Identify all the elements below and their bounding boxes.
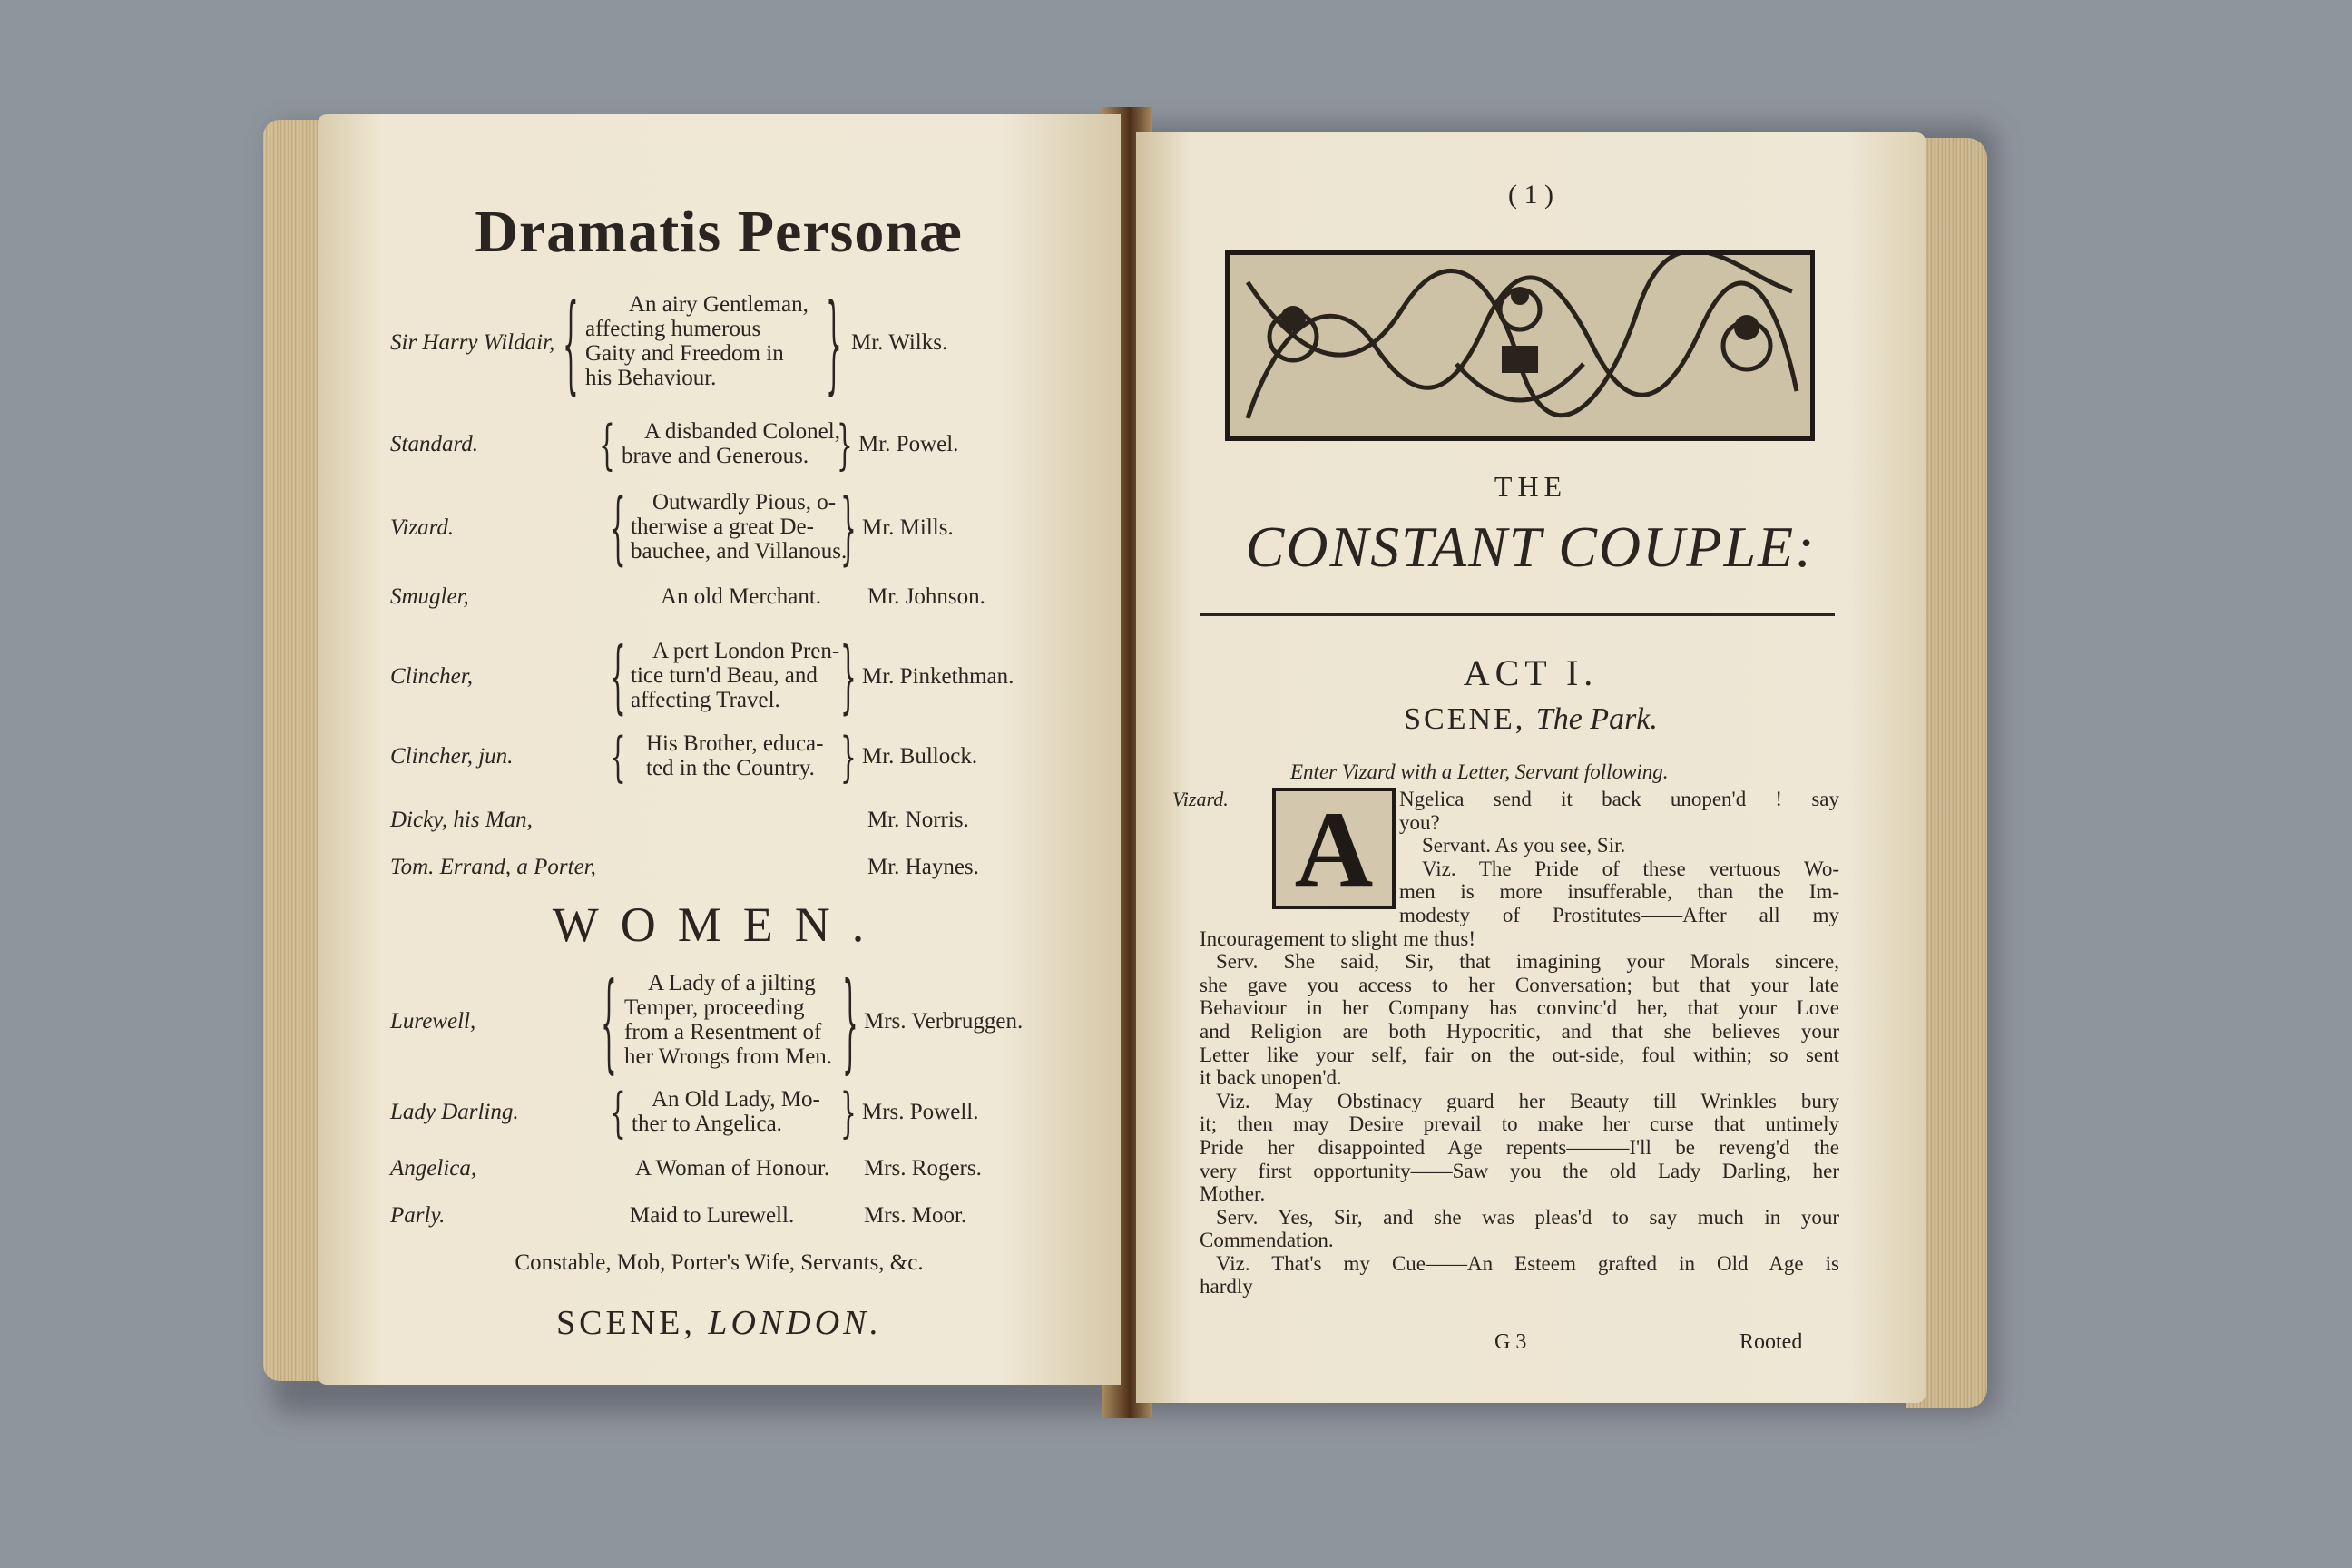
text-line: modesty of Prostitutes——After all my [1399, 903, 1839, 926]
actor-name: Mr. Haynes. [867, 855, 979, 879]
role-name: Parly. [390, 1203, 446, 1228]
left-brace: { [599, 413, 615, 476]
role-name: Sir Harry Wildair, [390, 330, 555, 355]
role-description: A Lady of a jilting Temper, proceeding from a Resentment of her Wrongs from Men. [624, 971, 833, 1069]
scene-setting [318, 1303, 1121, 1343]
role-name: Standard. [390, 432, 478, 456]
scene-label: SCENE, [555, 1304, 696, 1342]
right-brace: } [842, 959, 858, 1085]
text-line: Ngelica send it back unopen'd ! say [1399, 788, 1839, 810]
scene-place: LONDON. [708, 1304, 882, 1342]
actor-name: Mr. Norris. [867, 808, 969, 832]
text-line: you? [1399, 810, 1440, 834]
stage-direction: Enter Vizard with a Letter, Servant following. [1290, 760, 1669, 783]
scene-label: SCENE, [1404, 702, 1526, 736]
text-line: Serv. Yes, Sir, and she was pleas'd to say much in your [1216, 1205, 1839, 1229]
actor-name: Mr. Powel. [858, 432, 959, 456]
role-description: An Old Lady, Mo- ther to Angelica. [632, 1087, 820, 1136]
actor-name: Mr. Wilks. [851, 330, 948, 355]
right-page [1136, 132, 1926, 1403]
actor-name: Mr. Bullock. [862, 744, 978, 769]
text-line: Viz. May Obstinacy guard her Beauty till Wrinkles bury [1216, 1089, 1839, 1112]
left-brace: { [610, 481, 626, 574]
right-brace: } [826, 280, 842, 407]
role-name: Clincher, jun. [390, 744, 514, 769]
actor-name: Mrs. Moor. [864, 1203, 967, 1228]
supernumeraries: Constable, Mob, Porter's Wife, Servants, &c. [514, 1250, 924, 1275]
scene-place: The Park. [1535, 702, 1658, 736]
catchword: Rooted [1740, 1330, 1803, 1354]
actor-name: Mrs. Verbruggen. [864, 1009, 1024, 1034]
text-line: she gave you access to her Conversation; but that your late [1200, 973, 1839, 996]
text-line: Commendation. [1200, 1229, 1334, 1252]
text-line: it back unopen'd. [1200, 1066, 1342, 1090]
right-brace: } [840, 725, 857, 789]
role-name: Angelica, [390, 1156, 477, 1181]
act-heading: ACT I. [1463, 652, 1599, 693]
woodcut-headpiece-ornament [1225, 250, 1815, 441]
actor-name: Mrs. Rogers. [864, 1156, 982, 1181]
text-line: Viz. That's my Cue——An Esteem grafted in Old Age is [1216, 1251, 1839, 1275]
text-line: Pride her disappointed Age repents———I'll be reveng'd the [1200, 1135, 1839, 1159]
role-description: A disbanded Colonel, brave and Generous. [622, 419, 840, 468]
right-brace: } [840, 630, 857, 723]
women-heading: WOMEN. [552, 897, 887, 952]
text-line: Behaviour in her Company has convinc'd her, that your Love [1200, 996, 1839, 1020]
text-line: very first opportunity——Saw you the old Lady Darling, her [1200, 1159, 1839, 1182]
right-brace: } [840, 481, 857, 574]
dramatis-personae-title: Dramatis Personæ [475, 199, 964, 265]
actor-name: Mr. Mills. [862, 515, 954, 540]
text-line: Incouragement to slight me thus! [1200, 926, 1476, 950]
role-name: Vizard. [390, 515, 455, 540]
role-description: A pert London Pren- tice turn'd Beau, and affecting Travel. [631, 639, 840, 712]
title-rule [1200, 613, 1835, 616]
text-line: Servant. As you see, Sir. [1422, 834, 1626, 858]
left-page [318, 114, 1121, 1385]
role-description: A Woman of Honour. [635, 1156, 830, 1181]
text-line: Letter like your self, fair on the out-side, foul within; so sent [1200, 1043, 1839, 1066]
scene-heading [1136, 702, 1926, 737]
role-name: Smugler, [390, 584, 469, 609]
drop-cap: A [1272, 788, 1396, 909]
text-line: and Religion are both Hypocritic, and that she believes your [1200, 1019, 1839, 1043]
text-line: hardly [1200, 1275, 1253, 1298]
play-title: CONSTANT COUPLE: [1245, 514, 1817, 579]
margin-speaker: Vizard. [1172, 788, 1229, 810]
ornament-engraving [1230, 255, 1810, 436]
open-book [263, 107, 1987, 1405]
actor-name: Mrs. Powell. [862, 1100, 979, 1124]
title-article: THE [1494, 470, 1568, 503]
text-line: Viz. The Pride of these vertuous Wo- [1422, 857, 1839, 880]
role-name: Clincher, [390, 664, 473, 689]
right-brace: } [840, 1081, 857, 1144]
role-description: An old Merchant. [661, 584, 822, 609]
role-name: Lurewell, [390, 1009, 476, 1034]
page-number: ( 1 ) [1508, 180, 1553, 210]
role-name: Tom. Errand, a Porter, [390, 855, 596, 879]
text-line: it; then may Desire prevail to make her curse that untimely [1200, 1112, 1839, 1136]
left-brace: { [563, 280, 579, 407]
actor-name: Mr. Pinkethman. [862, 664, 1014, 689]
role-description: Maid to Lurewell. [630, 1203, 795, 1228]
signature-mark: G 3 [1494, 1330, 1527, 1354]
right-brace: } [837, 413, 853, 476]
text-line: men is more insufferable, than the Im- [1399, 880, 1839, 904]
left-brace: { [610, 1081, 626, 1144]
left-brace: { [610, 630, 626, 723]
actor-name: Mr. Johnson. [867, 584, 985, 609]
role-description: An airy Gentleman, affecting humerous Gaity and Freedom in his Behaviour. [585, 292, 808, 390]
left-brace: { [610, 725, 626, 789]
text-line: Serv. She said, Sir, that imagining your Morals sincere, [1216, 950, 1839, 974]
role-name: Dicky, his Man, [390, 808, 533, 832]
role-description: His Brother, educa- ted in the Country. [646, 731, 824, 780]
role-description: Outwardly Pious, o- therwise a great De- bauchee, and Villanous. [631, 490, 848, 564]
text-line: Mother. [1200, 1182, 1266, 1206]
role-name: Lady Darling. [390, 1100, 519, 1124]
left-brace: { [601, 959, 617, 1085]
